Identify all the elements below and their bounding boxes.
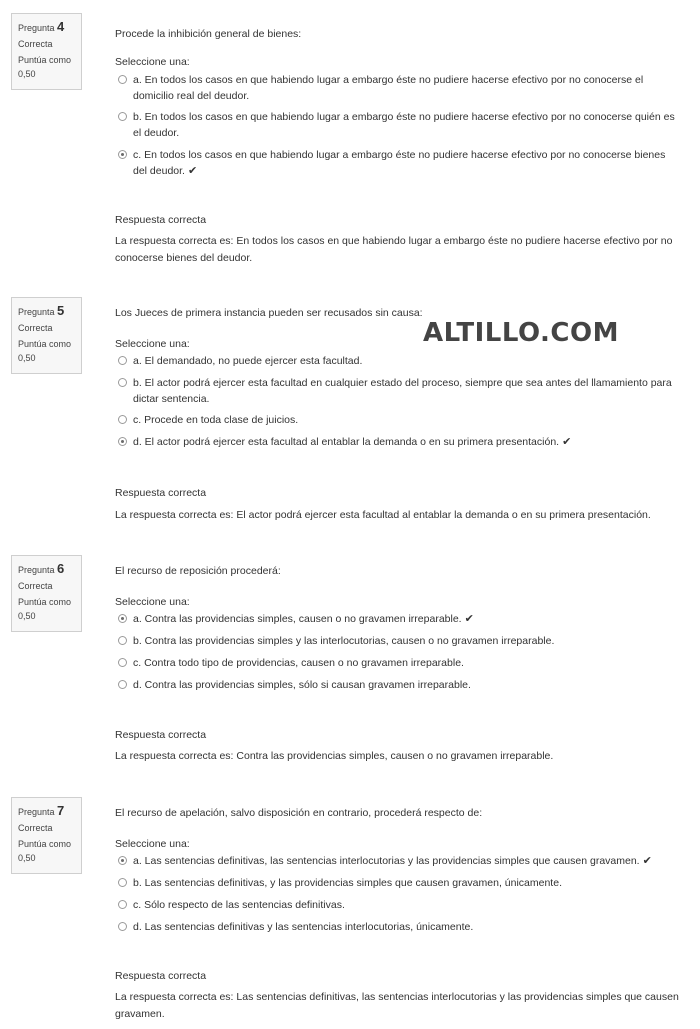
- option-label: c. En todos los casos en que habiendo lugar a embargo éste no pudiere hacerse efectivo por no conocerse bienes del deudor.: [133, 149, 666, 177]
- option-label: d. Contra las providencias simples, sólo si causan gravamen irreparable.: [133, 679, 471, 691]
- select-prompt: Seleccione una:: [115, 838, 190, 850]
- checkmark-icon: ✔: [464, 613, 474, 625]
- checkmark-icon: ✔: [642, 855, 652, 867]
- question-text: Procede la inhibición general de bienes:: [115, 28, 302, 40]
- radio-button-selected[interactable]: [118, 856, 127, 865]
- score-value: 0,50: [18, 611, 36, 621]
- score-label: Puntúa como: [18, 839, 72, 849]
- answer-option[interactable]: [118, 354, 676, 370]
- score-value: 0,50: [18, 853, 36, 863]
- option-label: c. Sólo respecto de las sentencias definitivas.: [133, 899, 345, 911]
- feedback-heading: Respuesta correcta: [115, 970, 207, 982]
- feedback-text: La respuesta correcta es: Contra las providencias simples, causen o no gravamen irreparable.: [115, 750, 554, 762]
- answer-option[interactable]: [118, 110, 676, 141]
- answer-option[interactable]: [118, 656, 676, 672]
- radio-button-selected[interactable]: [118, 614, 127, 623]
- question-word: Pregunta: [18, 23, 55, 33]
- radio-button[interactable]: [118, 636, 127, 645]
- question-info-5: [11, 297, 82, 374]
- question-number: 4: [57, 19, 65, 34]
- checkmark-icon: ✔: [187, 164, 198, 177]
- option-label: d. El actor podrá ejercer esta facultad al entablar la demanda o en su primera presentación.: [133, 436, 560, 448]
- answer-option-selected[interactable]: [118, 148, 676, 179]
- answer-option-selected[interactable]: [118, 435, 676, 451]
- option-label: b. El actor podrá ejercer esta facultad en cualquier estado del proceso, siempre que sea antes del llamamiento para dictar sentencia.: [133, 377, 672, 405]
- answer-option[interactable]: [118, 898, 676, 914]
- score-label: Puntúa como: [18, 597, 72, 607]
- score-value: 0,50: [18, 353, 36, 363]
- option-label: d. Las sentencias definitivas y las sentencias interlocutorias, únicamente.: [133, 921, 474, 933]
- question-info-7: [11, 797, 82, 874]
- select-prompt: Seleccione una:: [115, 56, 190, 68]
- answer-option[interactable]: [118, 920, 676, 936]
- answer-option[interactable]: [118, 376, 676, 407]
- radio-button[interactable]: [118, 922, 127, 931]
- answer-option[interactable]: [118, 634, 676, 650]
- question-status: Correcta: [18, 323, 53, 333]
- radio-button[interactable]: [118, 356, 127, 365]
- option-label: c. Contra todo tipo de providencias, causen o no gravamen irreparable.: [133, 657, 464, 669]
- feedback-text: La respuesta correcta es: En todos los casos en que habiendo lugar a embargo éste no pudiere hacerse efectivo por no conocerse bienes del deudor.: [115, 235, 673, 264]
- question-word: Pregunta: [18, 307, 55, 317]
- feedback-text: La respuesta correcta es: El actor podrá ejercer esta facultad al entablar la demanda o en su primera presentación.: [115, 509, 651, 521]
- question-number: 6: [57, 561, 65, 576]
- feedback-heading: Respuesta correcta: [115, 214, 207, 226]
- option-label: a. Contra las providencias simples, causen o no gravamen irreparable.: [133, 613, 462, 625]
- score-label: Puntúa como: [18, 339, 72, 349]
- option-label: a. En todos los casos en que habiendo lugar a embargo éste no pudiere hacerse efectivo por no conocerse el domicilio real del deudor.: [133, 74, 644, 102]
- select-prompt: Seleccione una:: [115, 596, 190, 608]
- answer-option[interactable]: [118, 413, 676, 429]
- feedback-text: La respuesta correcta es: Las sentencias definitivas, las sentencias interlocutorias y las providencias simples que causen gravamen.: [115, 991, 679, 1020]
- question-info-6: [11, 555, 82, 632]
- question-status: Correcta: [18, 581, 53, 591]
- option-label: a. El demandado, no puede ejercer esta facultad.: [133, 355, 363, 367]
- answer-option[interactable]: [118, 678, 676, 694]
- score-value: 0,50: [18, 69, 36, 79]
- question-status: Correcta: [18, 39, 53, 49]
- question-word: Pregunta: [18, 807, 55, 817]
- score-label: Puntúa como: [18, 55, 72, 65]
- option-label: a. Las sentencias definitivas, las sentencias interlocutorias y las providencias simples que causen gravamen.: [133, 855, 640, 867]
- question-info-4: [11, 13, 82, 90]
- question-text: Los Jueces de primera instancia pueden ser recusados sin causa:: [115, 307, 423, 319]
- radio-button-selected[interactable]: [118, 150, 127, 159]
- radio-button-selected[interactable]: [118, 437, 127, 446]
- option-label: b. En todos los casos en que habiendo lugar a embargo éste no pudiere hacerse efectivo por no conocerse quién es el deudor.: [133, 111, 675, 139]
- option-label: c. Procede en toda clase de juicios.: [133, 414, 299, 426]
- question-number: 7: [57, 803, 65, 818]
- radio-button[interactable]: [118, 112, 127, 121]
- answer-option-selected[interactable]: [118, 612, 676, 628]
- answer-option[interactable]: [118, 876, 676, 892]
- question-text: El recurso de reposición procederá:: [115, 565, 281, 577]
- watermark-logo: ALTILLO.COM: [423, 318, 619, 348]
- question-text: El recurso de apelación, salvo disposición en contrario, procederá respecto de:: [115, 807, 483, 819]
- radio-button[interactable]: [118, 878, 127, 887]
- radio-button[interactable]: [118, 658, 127, 667]
- option-label: b. Las sentencias definitivas, y las providencias simples que causen gravamen, únicamente.: [133, 877, 562, 889]
- option-label: b. Contra las providencias simples y las interlocutorias, causen o no gravamen irreparable.: [133, 635, 555, 647]
- answer-option[interactable]: [118, 73, 676, 104]
- feedback-heading: Respuesta correcta: [115, 487, 207, 499]
- question-word: Pregunta: [18, 565, 55, 575]
- select-prompt: Seleccione una:: [115, 338, 190, 350]
- radio-button[interactable]: [118, 680, 127, 689]
- answer-option-selected[interactable]: [118, 854, 676, 870]
- feedback-heading: Respuesta correcta: [115, 729, 207, 741]
- radio-button[interactable]: [118, 900, 127, 909]
- radio-button[interactable]: [118, 75, 127, 84]
- checkmark-icon: ✔: [562, 436, 572, 448]
- question-number: 5: [57, 303, 65, 318]
- radio-button[interactable]: [118, 415, 127, 424]
- radio-button[interactable]: [118, 378, 127, 387]
- question-status: Correcta: [18, 823, 53, 833]
